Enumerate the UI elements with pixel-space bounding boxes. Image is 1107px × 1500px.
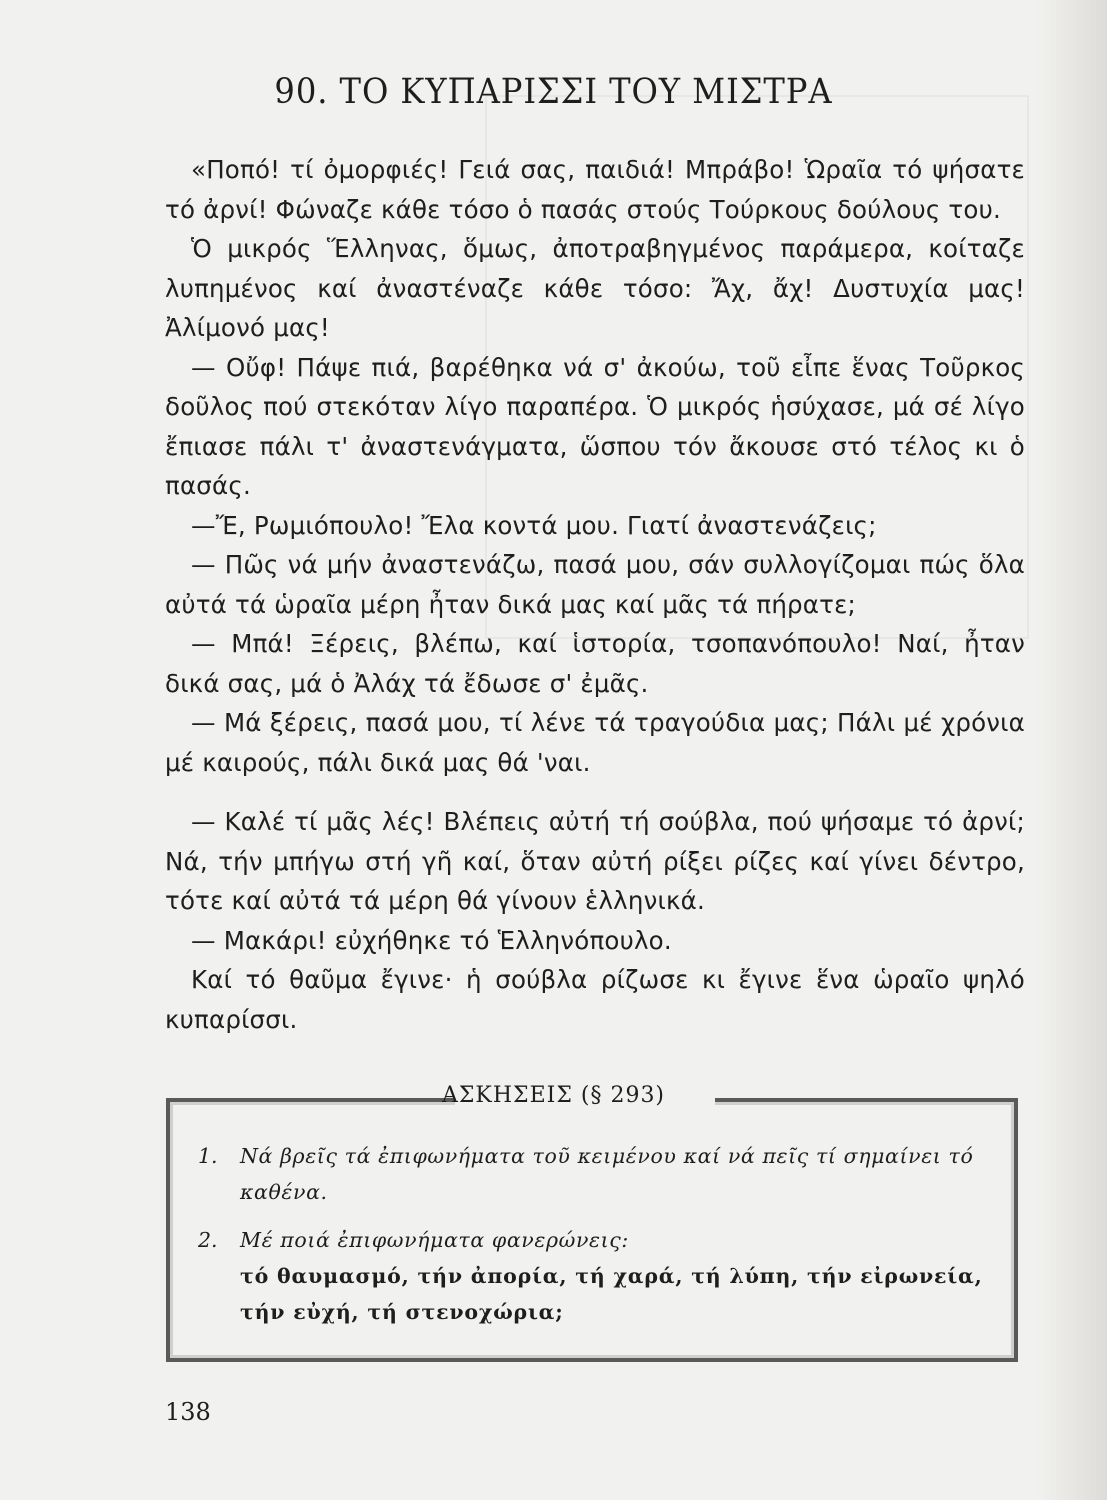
story-text (165, 150, 1025, 1039)
exercise-item (198, 1138, 998, 1210)
paragraph: —Ἔ, Ρωμιόπουλο! Ἔλα κοντά μου. Γιατί ἀναστενάζεις; (191, 510, 877, 540)
paragraph: — Καλέ τί μᾶς λές! Βλέπεις αὐτή τή σούβλα, πού ψήσαμε τό ἀρνί; Νά, τήν μπήγω στή γῆ καί, ὅταν αὐτή ρίξει ρίζες καί γίνει δέντρο, τότε καί αὐτά τά μέρη θά γίνουν ἑλληνικά. (165, 807, 1025, 915)
exercise-text: Νά βρεῖς τά ἐπιφωνήματα τοῦ κειμένου καί νά πεῖς τί σημαίνει τό καθένα. (240, 1144, 974, 1204)
paragraph: Ὁ μικρός Ἕλληνας, ὅμως, ἀποτραβηγμένος παράμερα, κοίταζε λυπημένος καί ἀναστέναζε κάθε τόσο: Ἄχ, ἄχ! Δυστυχία μας! Ἀλίμονό μας! (165, 234, 1025, 342)
paragraph: Καί τό θαῦμα ἔγινε· ἡ σούβλα ρίζωσε κι ἔγινε ἕνα ὡραῖο ψηλό κυπαρίσσι. (165, 965, 1025, 1034)
exercise-item (198, 1222, 998, 1330)
paragraph: — Μακάρι! εὐχήθηκε τό Ἑλληνόπουλο. (191, 925, 672, 955)
exercises-list (198, 1138, 998, 1342)
paragraph: — Πῶς νά μήν ἀναστενάζω, πασά μου, σάν συλλογίζομαι πώς ὅλα αὐτά τά ὡραῖα μέρη ἦταν δικά μας καί μᾶς τά πήρατε; (165, 550, 1025, 619)
paragraph: — Μά ξέρεις, πασά μου, τί λένε τά τραγούδια μας; Πάλι μέ χρόνια μέ καιρούς, πάλι δικά μας θά 'ναι. (165, 708, 1025, 777)
exercise-text: Μέ ποιά ἐπιφωνήματα φανερώνεις: (240, 1228, 629, 1252)
exercise-bold-list: τό θαυμασμό, τήν ἀπορία, τή χαρά, τή λύπη, τήν εἰρωνεία, τήν εὐχή, τή στενοχώρια; (240, 1264, 983, 1324)
paragraph: — Οὔφ! Πάψε πιά, βαρέθηκα νά σ' ἀκούω, τοῦ εἶπε ἕνας Τοῦρκος δοῦλος πού στεκόταν λίγο παραπέρα. Ὁ μικρός ἡσύχασε, μά σέ λίγο ἔπιασε πάλι τ' ἀναστενάγματα, ὥσπου τόν ἄκουσε στό τέλος κι ὁ πασάς. (165, 352, 1025, 500)
page-edge-shadow (1037, 0, 1107, 1500)
page-number: 138 (165, 1398, 211, 1426)
paragraph: «Ποπό! τί ὀμορφιές! Γειά σας, παιδιά! Μπράβο! Ὡραῖα τό ψήσατε τό ἀρνί! Φώναζε κάθε τόσο ὁ πασάς στούς Τούρκους δούλους του. (165, 155, 1025, 224)
exercise-number: 1. (198, 1144, 218, 1168)
page-title: 90. ΤΟ ΚΥΠΑΡΙΣΣΙ ΤΟΥ ΜΙΣΤΡΑ (274, 72, 833, 112)
paragraph: — Μπά! Ξέρεις, βλέπω, καί ἱστορία, τσοπανόπουλο! Ναί, ἦταν δικά σας, μά ὁ Ἀλάχ τά ἔδωσε σ' ἐμᾶς. (165, 629, 1025, 698)
exercise-number: 2. (198, 1228, 218, 1252)
exercises-heading: ΑΣΚΗΣΕΙΣ (§ 293) (441, 1083, 666, 1108)
